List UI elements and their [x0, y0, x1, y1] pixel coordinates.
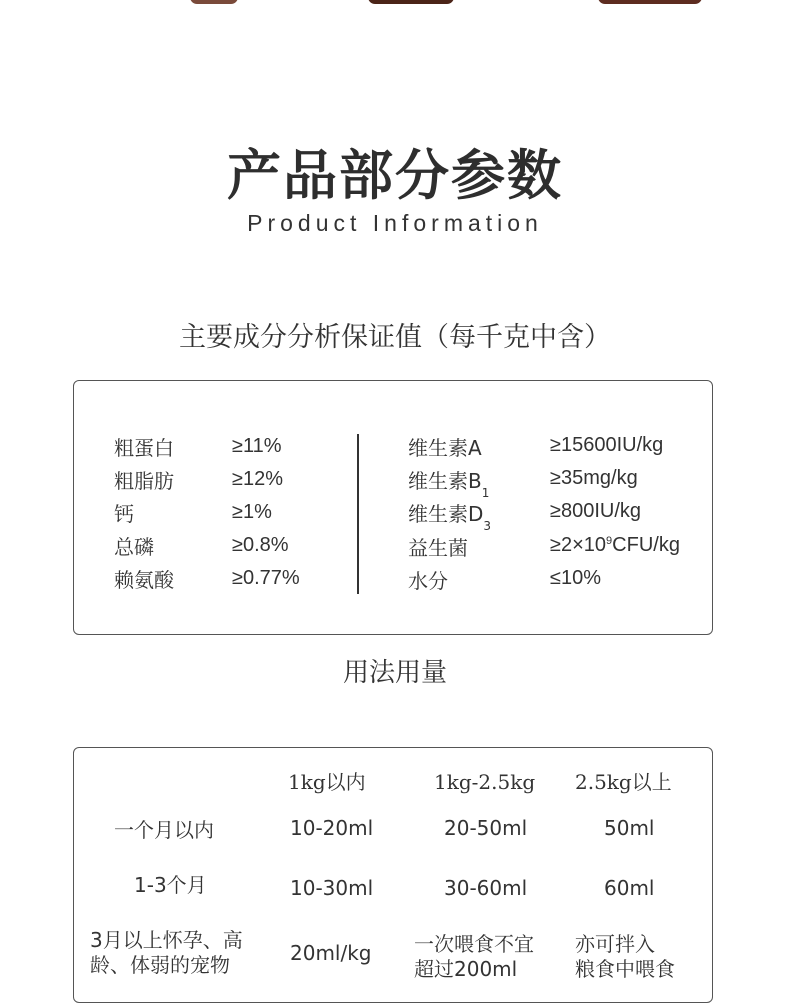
dosage-cell: 50ml: [604, 816, 655, 840]
nutrient-name: 益生菌: [408, 536, 468, 560]
title-chinese: 产品部分参数: [227, 144, 563, 207]
treat-image: [368, 0, 454, 4]
dosage-cell: 10-30ml: [290, 876, 374, 900]
treat-image: [598, 0, 702, 4]
age-label: 一个月以内: [114, 818, 214, 842]
title-english: Product Information: [247, 210, 543, 236]
nutrient-name: 粗脂肪: [114, 469, 174, 493]
usage-note: 亦可拌入 粮食中喂食: [575, 932, 675, 981]
nutrient-value: ≥800IU/kg: [550, 500, 642, 522]
nutrient-value: ≥35mg/kg: [550, 467, 638, 489]
nutrient-value: ≥12%: [232, 468, 284, 490]
nutrient-name: 粗蛋白: [114, 436, 174, 460]
weight-header: 1kg-2.5kg: [434, 770, 536, 794]
dosage-cell: 20-50ml: [444, 816, 528, 840]
dosage-cell: 10-20ml: [290, 816, 374, 840]
usage-title: 用法用量: [342, 658, 447, 688]
dosage-cell: 60ml: [604, 876, 655, 900]
nutrient-value: ≥11%: [232, 435, 282, 457]
age-label: 1-3个月: [134, 873, 207, 897]
usage-box: [73, 747, 713, 1003]
age-label: 3月以上怀孕、高 龄、体弱的宠物: [90, 928, 243, 977]
nutrient-name: 水分: [408, 569, 448, 593]
nutrient-name: 钙: [114, 502, 134, 526]
nutrient-value: ≥15600IU/kg: [550, 434, 664, 456]
nutrient-name: 维生素A: [408, 436, 482, 460]
analysis-box: [73, 380, 713, 635]
nutrient-name: 维生素$D_3$: [408, 502, 492, 533]
analysis-title: 主要成分分析保证值（每千克中含）: [179, 322, 611, 353]
treat-image: [190, 0, 238, 4]
nutrient-name: 赖氨酸: [114, 568, 174, 592]
nutrient-name: 维生素$B_1$: [408, 469, 490, 500]
nutrient-value: $\ge 2\times 10^9CFU/kg$: [550, 534, 680, 556]
nutrient-value: ≥1%: [232, 501, 272, 523]
dosage-cell: 20ml/kg: [290, 941, 372, 965]
nutrient-name: 总磷: [114, 535, 154, 559]
weight-header: 2.5kg以上: [575, 770, 672, 794]
column-divider: [357, 434, 359, 594]
nutrient-value: ≥0.8%: [232, 534, 289, 556]
nutrient-value: ≤10%: [550, 567, 602, 589]
weight-header: 1kg以内: [288, 770, 366, 794]
nutrient-value: ≥0.77%: [232, 567, 300, 589]
dosage-cell: 30-60ml: [444, 876, 528, 900]
usage-note: 一次喂食不宜 超过200ml: [414, 932, 534, 981]
